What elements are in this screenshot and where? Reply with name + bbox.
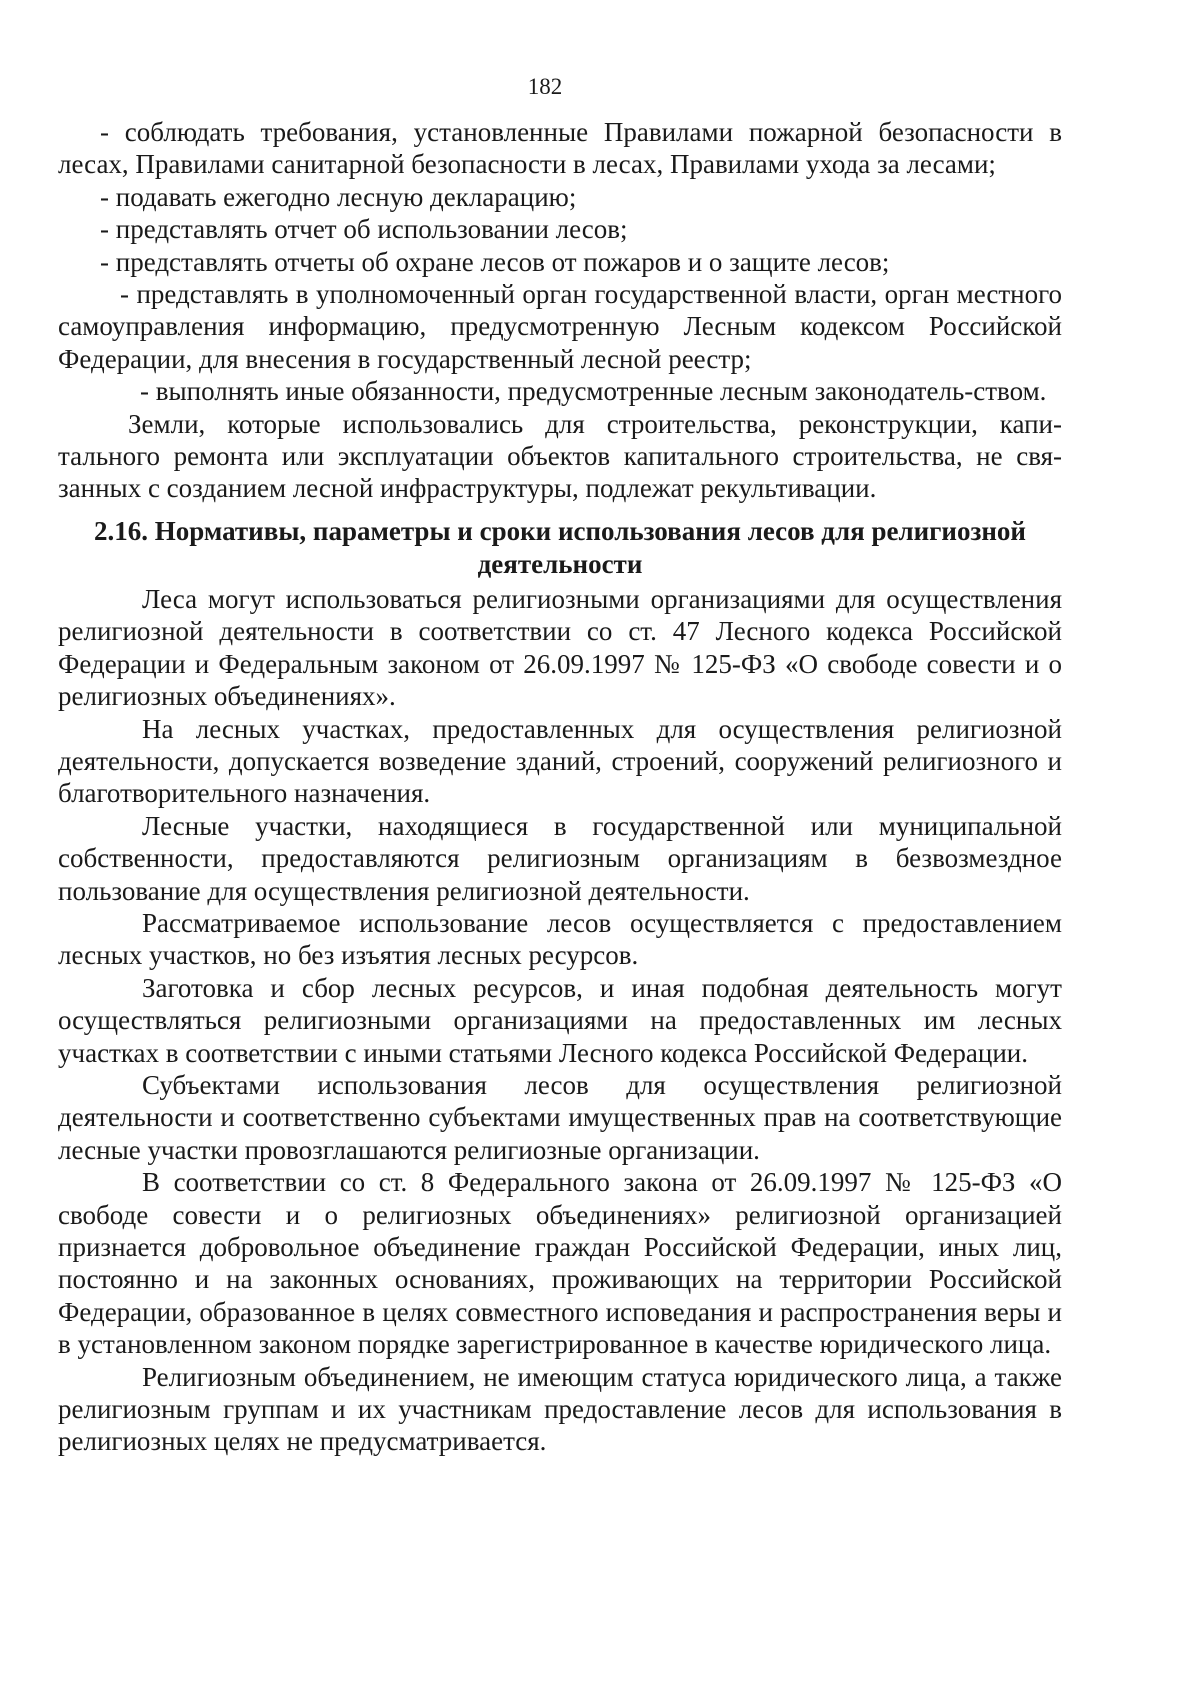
bullet-item-fire-safety: - соблюдать требования, установленные Правилами пожарной безопасности в лесах, Правилами санитарной безопасности в лесах, Правилами ухода за лесами; <box>58 117 1062 180</box>
section-heading-line-2: деятельности <box>477 548 643 579</box>
bullet-item-registry-info: - представлять в уполномоченный орган государственной власти, орган местного самоуправления информацию, предусмотренную Лесным кодексом Российской Федерации, для внесения в государственный лесной реестр; <box>58 279 1062 374</box>
section-heading <box>58 515 1062 581</box>
bullet-item-declaration: - подавать ежегодно лесную декларацию; <box>100 181 577 212</box>
paragraph-definition: В соответствии со ст. 8 Федерального закона от 26.09.1997 № 125-ФЗ «О свободе совести и о религиозных объединениях» религиозной организацией признается добровольное объединение граждан Российской Федерации, иных лиц, постоянно и на законных основаниях, проживающих на территории Российской Федерации, образованное в целях совместного исповедания и распространения веры и в установленном законом порядке зарегистрированное в качестве юридического лица. <box>58 1167 1062 1360</box>
paragraph-religious-use: Леса могут использоваться религиозными организациями для осуществления религиозной деятельности в соответствии со ст. 47 Лесного кодекса Российской Федерации и Федеральным законом от 26.09.1997 № 125-ФЗ «О свободе совести и о религиозных объединениях». <box>58 583 1062 712</box>
paragraph-no-withdrawal: Рассматриваемое использование лесов осуществляется с предоставлением лесных участков, но без изъятия лесных ресурсов. <box>58 907 1062 971</box>
bullet-item-other-duties: - выполнять иные обязанности, предусмотренные лесным законодатель-ством. <box>140 376 1047 407</box>
bullet-item-usage-report: - представлять отчет об использовании лесов; <box>100 214 628 245</box>
paragraph-free-use: Лесные участки, находящиеся в государственной или муниципальной собственности, предоставляются религиозным организациям в безвозмездное пользование для осуществления религиозной деятельности. <box>58 810 1062 906</box>
paragraph-construction: На лесных участках, предоставленных для осуществления религиозной деятельности, допускается возведение зданий, строений, сооружений религиозного и благотворительного назначения. <box>58 713 1062 809</box>
paragraph-harvesting: Заготовка и сбор лесных ресурсов, и иная подобная деятельность могут осуществляться религиозными организациями на предоставленных им лесных участках в соответствии с иными статьями Лесного кодекса Российской Федерации. <box>58 972 1062 1068</box>
bullet-item-protection-report: - представлять отчеты об охране лесов от пожаров и о защите лесов; <box>100 246 890 277</box>
page-number: 182 <box>527 74 563 99</box>
section-heading-line-1: 2.16. Нормативы, параметры и сроки использования лесов для религиозной <box>94 515 1026 546</box>
paragraph-no-legal-entity: Религиозным объединением, не имеющим статуса юридического лица, а также религиозным группам и их участникам предоставление лесов для использования в религиозных целях не предусматривается. <box>58 1361 1062 1457</box>
paragraph-subjects: Субъектами использования лесов для осуществления религиозной деятельности и соответственно субъектами имущественных прав на соответствующие лесные участки провозглашаются религиозные организации. <box>58 1069 1062 1165</box>
page-body <box>58 116 1062 1458</box>
paragraph-recultivation: Земли, которые использовались для строительства, реконструкции, капи-тального ремонта или эксплуатации объектов капитального строительства, не свя-занных с созданием лесной инфраструктуры, подлежат рекультивации. <box>58 408 1062 504</box>
